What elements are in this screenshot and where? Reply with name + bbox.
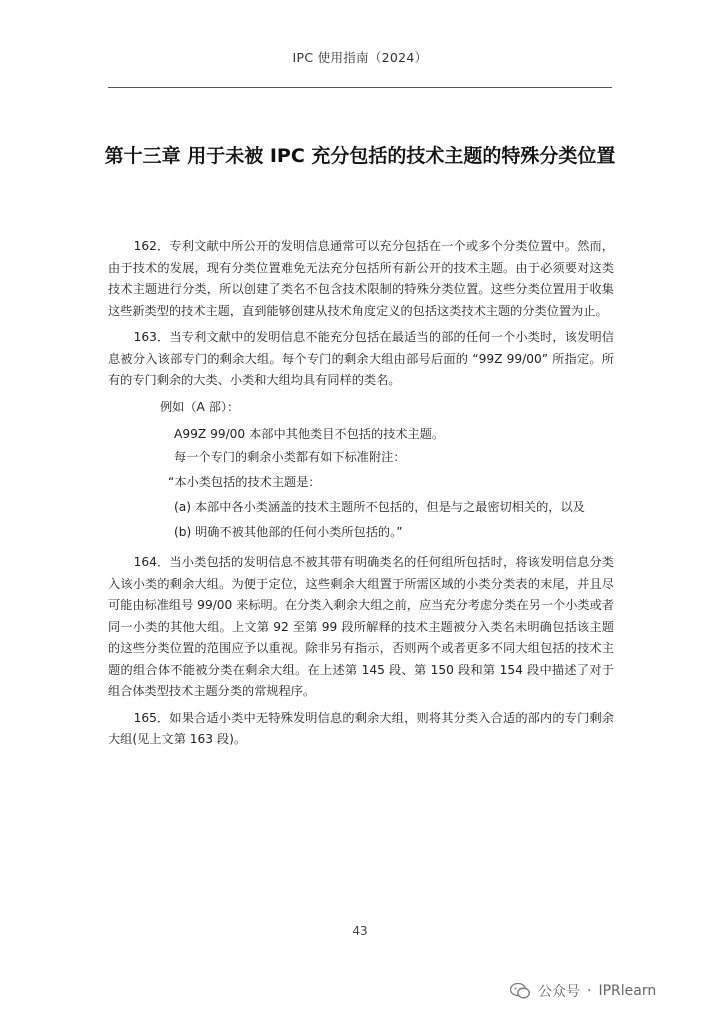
example-group-line: A99Z 99/00 本部中其他类目不包括的技术主题。 <box>174 427 445 441</box>
paragraph-165: 165．如果合适小类中无特殊发明信息的剩余大组，则将其分类入合适的部内的专门剩余大组(见上文第 163 段)。 <box>108 710 614 746</box>
running-header: IPC 使用指南（2024） <box>292 50 428 65</box>
example-block <box>108 397 614 541</box>
paragraph-164: 164．当小类包括的发明信息不被其带有明确类名的任何组所包括时，将该发明信息分类入该小类的剩余大组。为便于定位，这些剩余大组置于所需区域的小类分类表的末尾，并且尽可能由标准组号 99/00 来标明。在分类入剩余大组之前，应当充分考虑分类在另一个小类或者同一小类的其他大组。上文第 92 至第 99 段所解释的技术主题被分入类名未明确包括该主题的这些分类位置的范围应予以重视。除非另有指示，否则两个或者更多不同大组包括的技术主题的组合体不能被分类在剩余大组。在上述第 145 段、第 150 段和第 154 段中描述了对于组合体类型技术主题分类的常规程序。 <box>108 555 614 698</box>
page-number: 43 <box>352 924 368 938</box>
watermark-name: IPRlearn <box>598 983 657 999</box>
example-note-intro: 每一个专门的剩余小类都有如下标准附注： <box>174 450 406 464</box>
example-item-b: (b) 明确不被其他部的任何小类所包括的。” <box>174 525 403 539</box>
paragraph-162: 162．专利文献中所公开的发明信息通常可以充分包括在一个或多个分类位置中。然而，由于技术的发展，现有分类位置难免无法充分包括所有新公开的技术主题。由于必须要对这类技术主题进行分类，所以创建了类名不包含技术限制的特殊分类位置。这些分类位置用于收集这些新类型的技术主题，直到能够创建从技术角度定义的包括这类技术主题的分类位置为止。 <box>108 239 614 318</box>
document-body <box>108 236 614 756</box>
wechat-logo-icon <box>510 983 530 999</box>
example-quote-open: “本小类包括的技术主题是： <box>168 475 321 489</box>
chapter-title: 第十三章 用于未被 IPC 充分包括的技术主题的特殊分类位置 <box>104 145 616 167</box>
paragraph-163: 163．当专利文献中的发明信息不能充分包括在最适当的部的任何一个小类时，该发明信息被分入该部专门的剩余大组。每个专门的剩余大组由部号后面的 “99Z 99/00” 所指定。所有的专门剩余的大类、小类和大组均具有同样的类名。 <box>108 330 614 387</box>
example-intro: 例如（A 部）： <box>160 399 240 414</box>
watermark-separator: · <box>587 983 592 999</box>
example-item-a: (a) 本部中各小类涵盖的技术主题所不包括的，但是与之最密切相关的，以及 <box>174 500 585 514</box>
watermark <box>510 980 656 1002</box>
header-rule <box>108 87 612 88</box>
watermark-account: 公众号 <box>538 984 580 1000</box>
